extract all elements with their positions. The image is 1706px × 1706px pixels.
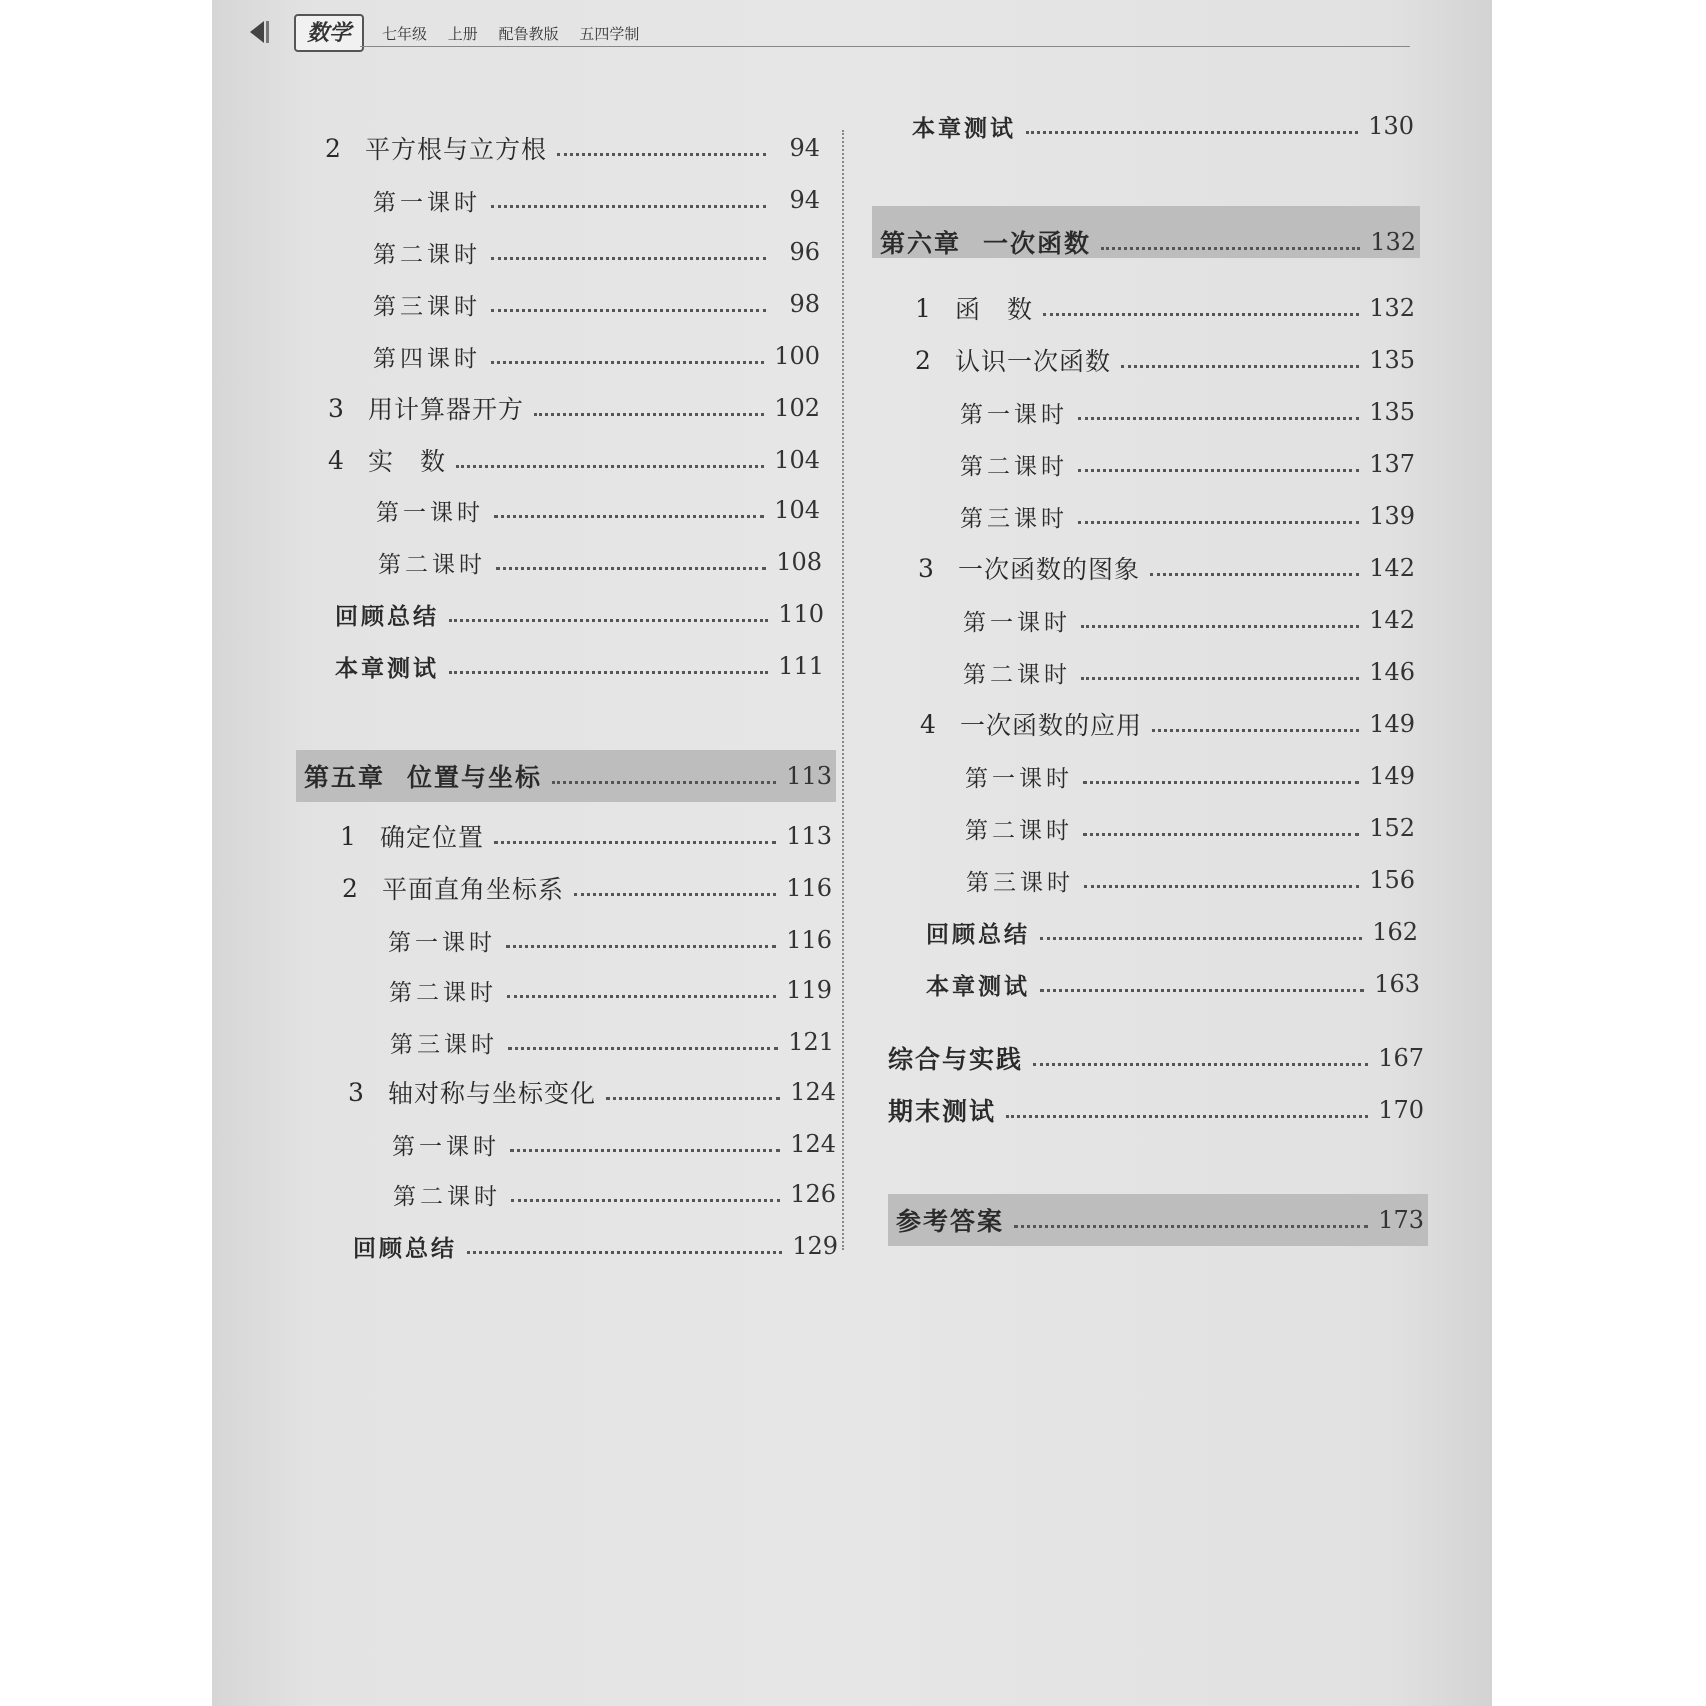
chapter-heading[interactable] [880, 222, 1416, 262]
dot-leader [1081, 665, 1359, 680]
page-number: 146 [1369, 658, 1415, 686]
page-number: 124 [790, 1078, 836, 1106]
edition-label: 配鲁教版 [498, 25, 559, 43]
section-number: 3 [348, 1077, 364, 1107]
page-number: 170 [1378, 1096, 1424, 1124]
toc-entry[interactable] [915, 288, 1415, 328]
dot-leader [1014, 1213, 1368, 1228]
page-number: 102 [774, 394, 820, 422]
page-number: 111 [778, 652, 824, 680]
entry-title: 综合与实践 [888, 1045, 1024, 1074]
entry-title: 第二课时 [378, 551, 486, 578]
dot-leader [1152, 717, 1359, 732]
toc-entry[interactable] [328, 440, 820, 480]
dot-leader [1078, 457, 1359, 472]
page-number: 124 [790, 1130, 836, 1158]
entry-title: 第二课时 [963, 661, 1071, 688]
section-number: 2 [342, 873, 358, 903]
page-number: 94 [789, 134, 820, 162]
dot-leader [1078, 509, 1359, 524]
dot-leader [606, 1085, 780, 1100]
dot-leader [1040, 925, 1362, 940]
page-number: 149 [1369, 710, 1415, 738]
page-number: 173 [1378, 1206, 1424, 1234]
dot-leader [1121, 353, 1359, 368]
chapter-heading[interactable] [304, 756, 832, 796]
dot-leader [1083, 821, 1359, 836]
dot-leader [1150, 561, 1359, 576]
section-number: 4 [328, 445, 344, 475]
entry-title: 第一课时 [373, 189, 481, 216]
dot-leader [1084, 873, 1359, 888]
entry-title: 第一课时 [388, 929, 496, 956]
dot-leader [491, 349, 764, 364]
toc-entry[interactable] [389, 970, 832, 1010]
dot-leader [494, 829, 776, 844]
entry-title: 第一课时 [960, 401, 1068, 428]
toc-entry[interactable] [378, 542, 822, 582]
entry-title: 第三课时 [960, 505, 1068, 532]
toc-entry[interactable] [325, 128, 820, 168]
section-number: 1 [340, 821, 356, 851]
toc-entry[interactable] [960, 444, 1415, 484]
dot-leader [1040, 977, 1364, 992]
page-number: 110 [778, 600, 824, 628]
page-number: 142 [1369, 554, 1415, 582]
entry-title: 第三课时 [373, 293, 481, 320]
page-number: 104 [774, 496, 820, 524]
toc-entry[interactable] [920, 704, 1415, 744]
entry-title: 第三课时 [966, 869, 1074, 896]
back-bar-icon [266, 21, 269, 43]
page-number: 162 [1372, 918, 1418, 946]
page-number: 104 [774, 446, 820, 474]
dot-leader [491, 245, 766, 260]
page-number: 96 [789, 238, 820, 266]
column-divider [842, 130, 844, 1250]
toc-entry[interactable] [342, 868, 832, 908]
page-number: 139 [1369, 502, 1415, 530]
dot-leader [506, 933, 776, 948]
toc-entry[interactable] [388, 920, 832, 960]
entry-title: 第二课时 [393, 1183, 501, 1210]
dot-leader [496, 555, 766, 570]
dot-leader [1006, 1103, 1368, 1118]
page-number: 113 [786, 822, 832, 850]
toc-entry[interactable] [390, 1022, 834, 1062]
toc-entry[interactable] [335, 594, 824, 634]
dot-leader [552, 769, 776, 784]
toc-entry[interactable] [353, 1226, 838, 1266]
volume-label: 上册 [447, 25, 478, 43]
toc-entry[interactable] [328, 388, 820, 428]
dot-leader [1083, 769, 1359, 784]
toc-entry[interactable] [965, 808, 1415, 848]
chapter-label: 第六章 [880, 229, 962, 258]
entry-title: 参考答案 [896, 1207, 1005, 1236]
page-number: 167 [1378, 1044, 1424, 1072]
toc-entry[interactable] [393, 1174, 836, 1214]
toc-entry[interactable] [373, 284, 820, 324]
entry-title: 回顾总结 [335, 602, 439, 630]
page-number: 126 [790, 1180, 836, 1208]
toc-entry[interactable] [960, 496, 1415, 536]
toc-entry[interactable] [926, 964, 1420, 1004]
dot-leader [467, 1239, 782, 1254]
entry-title: 一次函数的图象 [958, 555, 1141, 584]
page-number: 135 [1369, 346, 1415, 374]
entry-title: 确定位置 [380, 823, 485, 852]
header-meta [382, 23, 655, 44]
dot-leader [449, 659, 768, 674]
section-number: 3 [918, 553, 934, 583]
toc-entry[interactable] [918, 548, 1415, 588]
page-number: 156 [1369, 866, 1415, 894]
page-number: 130 [1368, 112, 1414, 140]
page-number: 132 [1370, 228, 1416, 256]
dot-leader [510, 1137, 780, 1152]
page-number: 149 [1369, 762, 1415, 790]
grade-label: 七年级 [382, 25, 428, 43]
entry-title: 实 数 [368, 447, 447, 476]
page-number: 142 [1369, 606, 1415, 634]
dot-leader [456, 453, 764, 468]
page-number: 116 [786, 874, 832, 902]
entry-title: 轴对称与坐标变化 [388, 1079, 597, 1108]
entry-title: 平方根与立方根 [365, 135, 548, 164]
section-number: 2 [325, 133, 341, 163]
dot-leader [508, 1035, 778, 1050]
entry-title: 函 数 [955, 295, 1034, 324]
dot-leader [1081, 613, 1359, 628]
subject-badge: 数学 [294, 14, 364, 52]
entry-title: 第二课时 [965, 817, 1073, 844]
page-number: 98 [789, 290, 820, 318]
entry-title: 本章测试 [335, 654, 439, 682]
toc-entry[interactable] [896, 1200, 1424, 1240]
section-number: 3 [328, 393, 344, 423]
page-number: 152 [1369, 814, 1415, 842]
dot-leader [1078, 405, 1359, 420]
dot-leader [511, 1187, 780, 1202]
entry-title: 平面直角坐标系 [382, 875, 565, 904]
dot-leader [1043, 301, 1359, 316]
entry-title: 第一课时 [392, 1133, 500, 1160]
toc-entry[interactable] [348, 1072, 836, 1112]
toc-entry[interactable] [915, 340, 1415, 380]
toc-entry[interactable] [340, 816, 832, 856]
dot-leader [449, 607, 768, 622]
toc-entry[interactable] [335, 646, 824, 686]
toc-entry[interactable] [960, 392, 1415, 432]
entry-title: 回顾总结 [926, 920, 1030, 948]
entry-title: 第四课时 [373, 345, 481, 372]
page-number: 116 [786, 926, 832, 954]
toc-entry[interactable] [966, 860, 1415, 900]
toc-entry[interactable] [912, 106, 1414, 146]
entry-title: 本章测试 [926, 972, 1030, 1000]
page-number: 100 [774, 342, 820, 370]
chapter-title: 一次函数 [983, 229, 1092, 258]
header-rule [360, 46, 1410, 47]
dot-leader [1026, 119, 1358, 134]
dot-leader [534, 401, 764, 416]
entry-title: 回顾总结 [353, 1234, 457, 1262]
toc-entry[interactable] [373, 336, 820, 376]
page-number: 129 [792, 1232, 838, 1260]
system-label: 五四学制 [579, 25, 640, 43]
entry-title: 第一课时 [965, 765, 1073, 792]
entry-title: 第二课时 [389, 979, 497, 1006]
page-number: 94 [789, 186, 820, 214]
entry-title: 第一课时 [963, 609, 1071, 636]
dot-leader [1101, 235, 1360, 250]
entry-title: 第一课时 [376, 499, 484, 526]
toc-entry[interactable] [373, 180, 820, 220]
toc-entry[interactable] [965, 756, 1415, 796]
page-number: 135 [1369, 398, 1415, 426]
toc-entry[interactable] [888, 1038, 1424, 1078]
entry-title: 第二课时 [373, 241, 481, 268]
page-number: 119 [786, 976, 832, 1004]
page-number: 121 [788, 1028, 834, 1056]
back-arrow-icon [250, 21, 264, 43]
toc-entry[interactable] [963, 600, 1415, 640]
entry-title: 一次函数的应用 [960, 711, 1143, 740]
toc-entry[interactable] [888, 1090, 1424, 1130]
page-number: 108 [776, 548, 822, 576]
section-number: 4 [920, 709, 936, 739]
section-number: 2 [915, 345, 931, 375]
toc-entry[interactable] [373, 232, 820, 272]
entry-title: 本章测试 [912, 114, 1016, 142]
toc-entry[interactable] [376, 490, 820, 530]
chapter-title: 位置与坐标 [407, 763, 543, 792]
dot-leader [557, 141, 766, 156]
page-number: 132 [1369, 294, 1415, 322]
dot-leader [491, 297, 766, 312]
entry-title: 用计算器开方 [368, 395, 525, 424]
chapter-label: 第五章 [304, 763, 386, 792]
entry-title: 第三课时 [390, 1031, 498, 1058]
page-number: 163 [1374, 970, 1420, 998]
toc-entry[interactable] [926, 912, 1418, 952]
dot-leader [491, 193, 766, 208]
entry-title: 第二课时 [960, 453, 1068, 480]
toc-entry[interactable] [963, 652, 1415, 692]
dot-leader [1033, 1051, 1368, 1066]
dot-leader [507, 983, 776, 998]
dot-leader [574, 881, 776, 896]
page-number: 113 [786, 762, 832, 790]
entry-title: 期末测试 [888, 1097, 997, 1126]
dot-leader [494, 503, 764, 518]
toc-entry[interactable] [392, 1124, 836, 1164]
entry-title: 认识一次函数 [955, 347, 1112, 376]
page-number: 137 [1369, 450, 1415, 478]
section-number: 1 [915, 293, 931, 323]
